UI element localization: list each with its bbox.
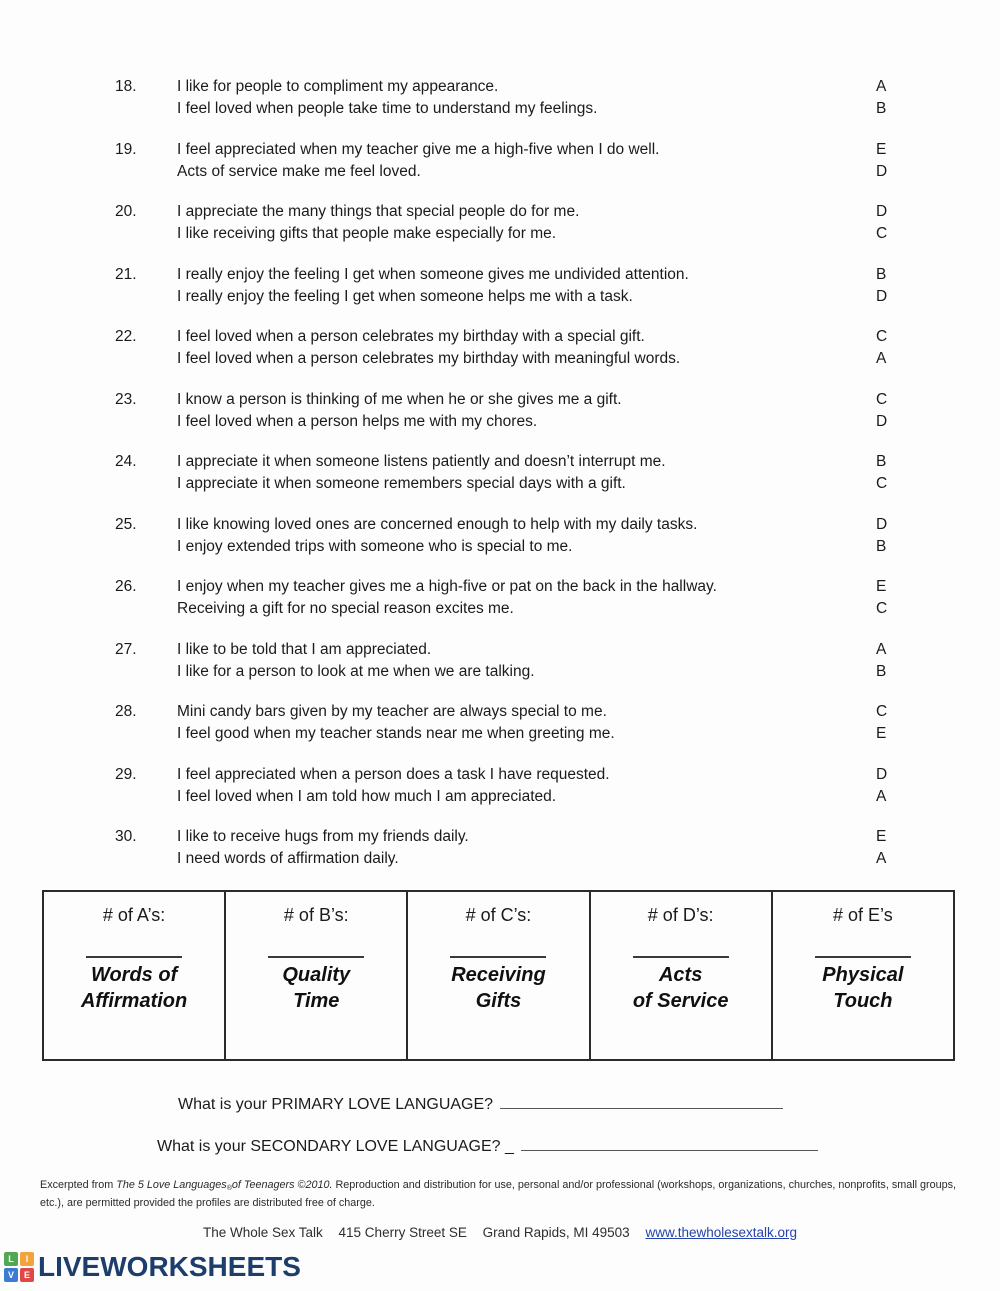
item-number: 19. — [115, 140, 137, 158]
item-number: 26. — [115, 578, 137, 595]
secondary-answer-blank[interactable] — [521, 1136, 818, 1151]
statement-text: I appreciate the many things that special people do for me. — [177, 203, 580, 220]
statement-text: I appreciate it when someone listens patiently and doesn’t interrupt me. — [177, 453, 666, 470]
statement-letter: B — [876, 537, 887, 555]
statement-letter: B — [876, 265, 887, 283]
statement-text: I feel appreciated when my teacher give me a high-five when I do well. — [177, 140, 660, 158]
quiz-item-26 — [115, 576, 894, 620]
count-label-c: # of C’s: — [465, 905, 532, 925]
statement-text: I like to receive hugs from my friends daily. — [177, 828, 469, 845]
statement-text: I like receiving gifts that people make especially for me. — [177, 225, 557, 242]
count-blank-e[interactable] — [815, 926, 911, 958]
item-number: 25. — [115, 515, 137, 533]
item-number: 18. — [115, 78, 137, 95]
liveworksheets-logo[interactable] — [4, 1251, 301, 1283]
statement-text: I feel loved when a person celebrates my birthday with a special gift. — [177, 328, 645, 345]
statement-text: I feel appreciated when a person does a task I have requested. — [177, 765, 610, 783]
secondary-question — [157, 1136, 1000, 1158]
statement-letter: C — [876, 600, 888, 617]
logo-tile-e: E — [20, 1268, 34, 1282]
score-cell-c — [407, 891, 589, 1060]
statement-letter: B — [876, 453, 887, 470]
registered-mark: ® — [226, 1185, 232, 1192]
item-number: 27. — [115, 640, 137, 658]
item-number: 29. — [115, 765, 137, 783]
statement-letter: A — [876, 78, 887, 95]
statement-text: Mini candy bars given by my teacher are always special to me. — [177, 703, 607, 720]
score-cell-b — [225, 891, 407, 1060]
category-name: Receiving Gifts — [451, 964, 546, 1012]
count-blank-a[interactable] — [86, 926, 182, 958]
count-label-b: # of B’s: — [283, 905, 349, 925]
statement-text: I feel loved when a person helps me with my chores. — [177, 412, 538, 430]
publisher-street: 415 Cherry Street SE — [338, 1225, 467, 1240]
statement-letter: A — [876, 640, 887, 658]
statement-letter: C — [876, 390, 888, 408]
publisher-name: The Whole Sex Talk — [202, 1225, 323, 1240]
quiz-item-19 — [115, 139, 894, 183]
logo-tile-i: I — [20, 1252, 34, 1266]
quiz-item-23 — [115, 389, 894, 433]
statement-text: I need words of affirmation daily. — [177, 850, 399, 867]
statement-text: I enjoy extended trips with someone who is special to me. — [177, 537, 573, 555]
statement-text: I really enjoy the feeling I get when someone helps me with a task. — [177, 287, 633, 305]
statement-letter: C — [876, 475, 888, 492]
quiz-item-18 — [115, 76, 894, 120]
item-number: 21. — [115, 265, 137, 283]
statement-letter: C — [876, 703, 888, 720]
primary-answer-blank[interactable] — [500, 1094, 783, 1109]
statement-letter: D — [876, 515, 888, 533]
publisher-website-link[interactable]: www.thewholesextalk.org — [645, 1225, 798, 1240]
statement-letter: D — [876, 765, 888, 783]
item-number: 24. — [115, 453, 137, 470]
statement-letter: A — [876, 850, 887, 867]
quiz-item-29 — [115, 764, 894, 808]
logo-tile-l: L — [4, 1252, 18, 1266]
statement-text: I feel loved when I am told how much I am appreciated. — [177, 787, 557, 805]
quiz-item-28 — [115, 701, 894, 745]
statement-text: Acts of service make me feel loved. — [177, 162, 421, 180]
quiz-item-20 — [115, 201, 894, 245]
primary-question-label: What is your PRIMARY LOVE LANGUAGE? — [178, 1096, 494, 1113]
statement-text: I like to be told that I am appreciated. — [177, 640, 432, 658]
item-number: 28. — [115, 703, 137, 720]
statement-letter: A — [876, 350, 887, 367]
category-name: Quality Time — [282, 964, 351, 1012]
publisher-city: Grand Rapids, MI 49503 — [482, 1225, 630, 1240]
count-blank-b[interactable] — [268, 926, 364, 958]
count-label-e: # of E’s — [833, 905, 893, 925]
quiz-item-21 — [115, 264, 894, 308]
statement-text: I enjoy when my teacher gives me a high-five or pat on the back in the hallway. — [177, 578, 717, 595]
score-cell-d — [590, 891, 772, 1060]
statement-text: I appreciate it when someone remembers special days with a gift. — [177, 475, 626, 492]
statement-letter: E — [876, 828, 887, 845]
statement-text: I feel loved when people take time to understand my feelings. — [177, 100, 598, 117]
quiz-item-22 — [115, 326, 894, 370]
statement-letter: C — [876, 225, 888, 242]
primary-question — [178, 1094, 1000, 1116]
statement-text: Receiving a gift for no special reason excites me. — [177, 600, 514, 617]
logo-tile-v: V — [4, 1268, 18, 1282]
statement-text: I really enjoy the feeling I get when someone gives me undivided attention. — [177, 265, 689, 283]
quiz-item-25 — [115, 514, 894, 558]
quiz-item-27 — [115, 639, 894, 683]
statement-text: I feel good when my teacher stands near me when greeting me. — [177, 725, 615, 742]
statement-text: I like knowing loved ones are concerned enough to help with my daily tasks. — [177, 515, 698, 533]
statement-letter: B — [876, 100, 887, 117]
statement-letter: C — [876, 328, 888, 345]
item-number: 22. — [115, 328, 137, 345]
statement-letter: E — [876, 578, 887, 595]
count-label-a: # of A’s: — [102, 905, 166, 925]
statement-letter: D — [876, 287, 888, 305]
score-cell-e — [772, 891, 954, 1060]
count-blank-c[interactable] — [450, 926, 546, 958]
category-name: Words of Affirmation — [80, 964, 188, 1012]
statement-letter: D — [876, 412, 888, 430]
secondary-question-label: What is your SECONDARY LOVE LANGUAGE? _ — [157, 1138, 514, 1155]
statement-letter: D — [876, 162, 888, 180]
statement-text: I know a person is thinking of me when he or she gives me a gift. — [177, 390, 622, 408]
statement-letter: E — [876, 725, 887, 742]
copyright-excerpt: Excerpted from The 5 Love Languages®of Teenagers ©2010. Reproduction and distribution for use, personal and/or professional (workshops, organizations, churches, nonprofits, small groups, etc.), are permitted provided the profiles are distributed free of charge. — [40, 1179, 957, 1209]
statement-text: I like for a person to look at me when we are talking. — [177, 662, 535, 680]
category-name: Acts of Service — [632, 964, 729, 1012]
category-name: Physical Touch — [822, 964, 904, 1012]
quiz-item-30 — [115, 826, 894, 870]
statement-text: I feel loved when a person celebrates my birthday with meaningful words. — [177, 350, 681, 367]
score-summary-table — [42, 890, 955, 1061]
count-label-d: # of D’s: — [647, 905, 714, 925]
statement-letter: B — [876, 662, 887, 680]
quiz-item-24 — [115, 451, 894, 495]
score-cell-a — [43, 891, 225, 1060]
liveworksheets-tiles-icon — [4, 1252, 34, 1282]
item-number: 30. — [115, 828, 137, 845]
statement-letter: D — [876, 203, 888, 220]
item-number: 23. — [115, 390, 137, 408]
statement-letter: E — [876, 140, 887, 158]
liveworksheets-wordmark: LIVEWORKSHEETS — [38, 1251, 301, 1282]
statement-letter: A — [876, 787, 887, 805]
item-number: 20. — [115, 203, 137, 220]
count-blank-d[interactable] — [633, 926, 729, 958]
publisher-address — [0, 1225, 1000, 1240]
statement-text: I like for people to compliment my appearance. — [177, 78, 499, 95]
